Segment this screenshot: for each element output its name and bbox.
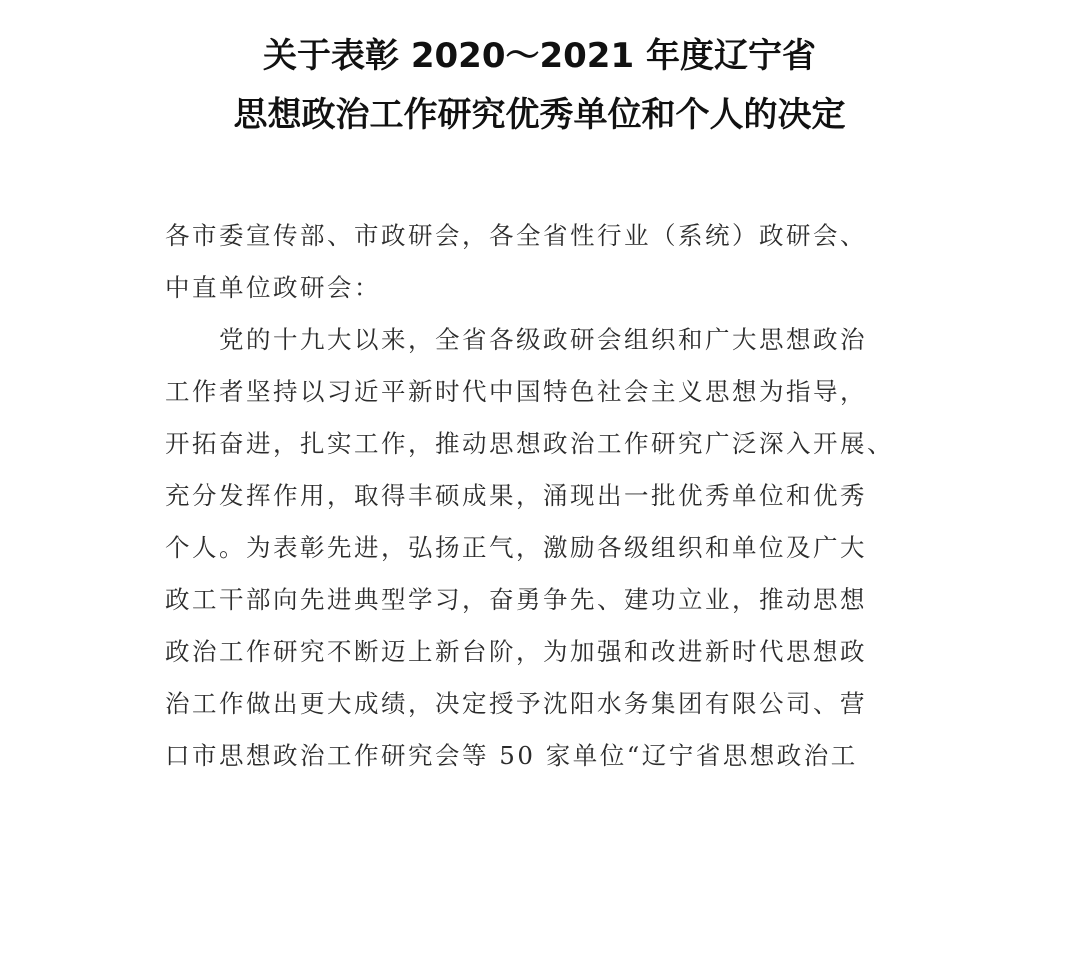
document-title-line-2: 思想政治工作研究优秀单位和个人的决定 <box>233 95 846 135</box>
salutation-line: 各市委宣传部、市政研会，各全省性行业（系统）政研会、 <box>165 221 867 250</box>
body-paragraph-line: 开拓奋进，扎实工作，推动思想政治工作研究广泛深入开展、 <box>165 429 894 458</box>
body-paragraph-line: 口市思想政治工作研究会等 50 家单位“辽宁省思想政治工 <box>165 741 858 770</box>
document-title-line-1: 关于表彰 2020～2021 年度辽宁省 <box>263 36 816 76</box>
body-paragraph-line: 个人。为表彰先进，弘扬正气，激励各级组织和单位及广大 <box>165 533 867 562</box>
body-paragraph-line: 治工作做出更大成绩，决定授予沈阳水务集团有限公司、营 <box>165 689 867 718</box>
salutation-line: 中直单位政研会： <box>165 273 381 302</box>
body-paragraph-line: 政治工作研究不断迈上新台阶，为加强和改进新时代思想政 <box>165 637 867 666</box>
body-paragraph-line: 党的十九大以来，全省各级政研会组织和广大思想政治 <box>165 325 867 354</box>
body-paragraph-line: 工作者坚持以习近平新时代中国特色社会主义思想为指导， <box>165 377 867 406</box>
body-paragraph-line: 政工干部向先进典型学习，奋勇争先、建功立业，推动思想 <box>165 585 867 614</box>
body-paragraph-line: 充分发挥作用，取得丰硕成果，涌现出一批优秀单位和优秀 <box>165 481 867 510</box>
